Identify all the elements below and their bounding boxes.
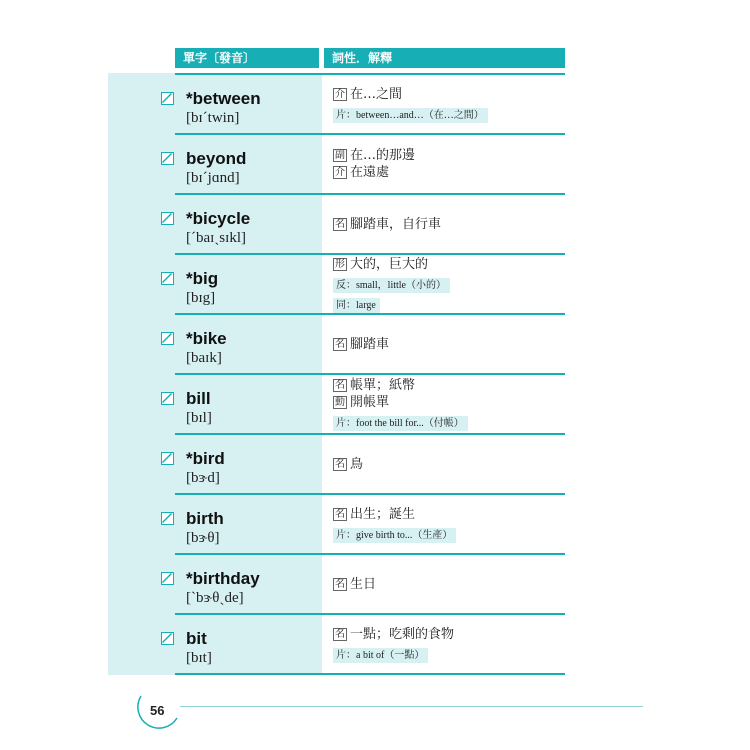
definition-line (333, 336, 563, 353)
definition-block (333, 557, 563, 611)
pronunciation: [bɝθ] (186, 530, 220, 546)
definition-text: 腳踏車 (350, 336, 390, 352)
table-row (108, 375, 565, 435)
definition-block (333, 617, 563, 671)
checkbox-icon[interactable] (161, 152, 174, 165)
pronunciation: [ˋbɝθˏde] (186, 590, 244, 606)
checkbox-icon[interactable] (161, 212, 174, 225)
definition-line (333, 456, 563, 473)
checkbox-icon[interactable] (161, 332, 174, 345)
table-row (108, 555, 565, 615)
vocab-word: *big (186, 269, 219, 288)
pronunciation: [bɪˊjɑnd] (186, 170, 240, 186)
word-column-header: 單字〔發音〕 (175, 48, 319, 68)
vocab-word: bit (186, 629, 207, 648)
definition-block (333, 317, 563, 371)
definition-text: 開帳單 (350, 395, 390, 410)
definition-line (333, 576, 563, 593)
row-divider (175, 673, 565, 675)
definition-line (333, 394, 563, 411)
pronunciation: [bɪˊtwin] (186, 110, 240, 126)
definition-column-header: 詞性．解釋 (324, 48, 565, 68)
definition-text: 大的，巨大的 (350, 256, 429, 272)
definition-line (333, 506, 563, 523)
table-row (108, 435, 565, 495)
part-of-speech-tag: 介 (335, 88, 345, 100)
checkbox-icon[interactable] (161, 392, 174, 405)
vocab-word: beyond (186, 149, 247, 168)
part-of-speech-tag: 名 (335, 508, 345, 520)
table-row (108, 315, 565, 375)
definition-line (333, 147, 563, 164)
definition-line (333, 164, 563, 181)
usage-note: 片：between…and…（在…之間） (333, 108, 488, 123)
definition-text: 生日 (350, 576, 377, 592)
definition-line (333, 256, 563, 273)
definition-text: 在…的那邊 (350, 148, 416, 163)
definition-text: 鳥 (350, 456, 364, 472)
table-row (108, 615, 565, 675)
table-row (108, 135, 565, 195)
usage-note: 片：give birth to...（生產） (333, 528, 456, 543)
part-of-speech-tag: 名 (335, 338, 345, 350)
checkbox-icon[interactable] (161, 272, 174, 285)
vocab-word: *bird (186, 449, 225, 468)
definition-block (333, 497, 563, 551)
definition-text: 在…之間 (350, 86, 403, 102)
definition-block (333, 257, 563, 311)
part-of-speech-tag: 名 (335, 578, 345, 590)
definition-block (333, 137, 563, 191)
usage-note: 同：large (333, 298, 380, 313)
vocab-word: *birthday (186, 569, 260, 588)
definition-line (333, 216, 563, 233)
vocab-word: *between (186, 89, 261, 108)
part-of-speech-tag: 形 (335, 258, 345, 270)
definition-line (333, 377, 563, 394)
part-of-speech-tag: 名 (335, 380, 345, 391)
definition-line (333, 86, 563, 103)
part-of-speech-tag: 動 (335, 397, 345, 408)
checkbox-icon[interactable] (161, 512, 174, 525)
pronunciation: [bɪl] (186, 410, 212, 426)
vocab-word: *bicycle (186, 209, 251, 228)
table-row (108, 75, 565, 135)
definition-text: 出生；誕生 (350, 506, 416, 522)
pronunciation: [baɪk] (186, 350, 222, 366)
definition-block (333, 197, 563, 251)
definition-block (333, 377, 563, 431)
usage-note: 反：small，little（小的） (333, 278, 450, 293)
footer-rule (180, 706, 643, 707)
part-of-speech-tag: 名 (335, 218, 345, 230)
checkbox-icon[interactable] (161, 632, 174, 645)
definition-text: 帳單；紙幣 (350, 378, 416, 393)
pronunciation: [bɪt] (186, 650, 212, 666)
checkbox-icon[interactable] (161, 572, 174, 585)
table-row (108, 495, 565, 555)
definition-text: 腳踏車，自行車 (350, 216, 442, 232)
definition-line (333, 626, 563, 643)
definition-block (333, 437, 563, 491)
part-of-speech-tag: 副 (335, 150, 345, 161)
definition-text: 在遠處 (350, 165, 390, 180)
table-row (108, 195, 565, 255)
checkbox-icon[interactable] (161, 92, 174, 105)
pronunciation: [bɪg] (186, 290, 216, 306)
part-of-speech-tag: 名 (335, 628, 345, 640)
vocab-word: bill (186, 389, 211, 408)
usage-note: 片：a bit of（一點） (333, 648, 428, 663)
vocabulary-table (108, 73, 565, 675)
part-of-speech-tag: 介 (335, 167, 345, 178)
checkbox-icon[interactable] (161, 452, 174, 465)
page-number: 56 (150, 703, 165, 718)
part-of-speech-tag: 名 (335, 458, 345, 470)
definition-block (333, 77, 563, 131)
usage-note: 片：foot the bill for...（付帳） (333, 416, 468, 431)
vocab-word: *bike (186, 329, 227, 348)
pronunciation: [ˊbaɪˏsɪkl] (186, 230, 246, 246)
vocab-word: birth (186, 509, 224, 528)
definition-text: 一點；吃剩的食物 (350, 626, 455, 642)
table-row (108, 255, 565, 315)
pronunciation: [bɝd] (186, 470, 220, 486)
